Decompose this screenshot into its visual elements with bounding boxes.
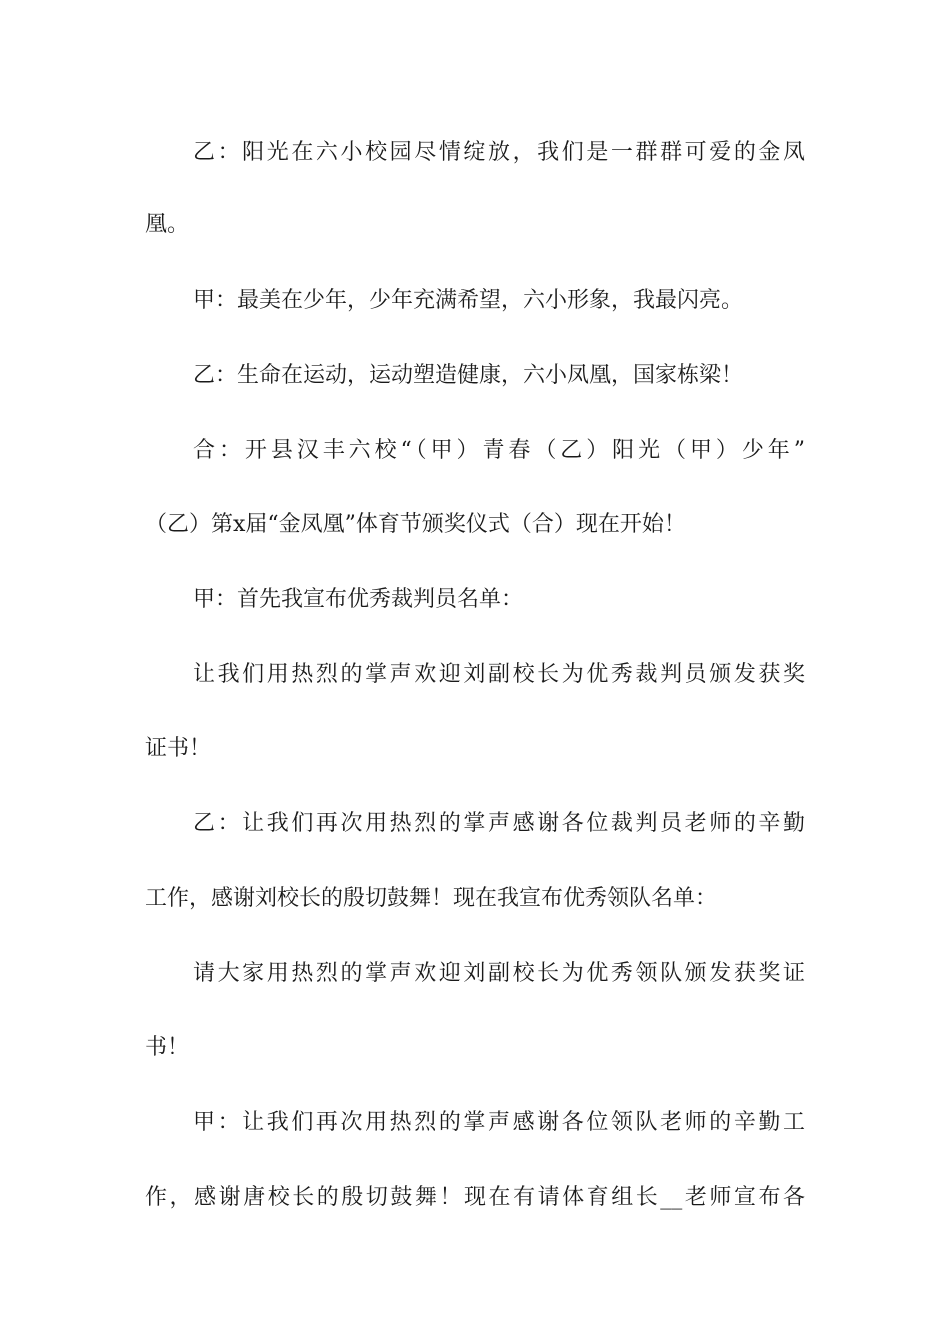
paragraph-line <box>0 436 950 466</box>
paragraph-line <box>0 884 950 914</box>
paragraph-line <box>0 734 950 764</box>
line-text: 乙：让我们再次用热烈的掌声感谢各位裁判员老师的辛勤 <box>193 811 805 836</box>
line-text: 让我们用热烈的掌声欢迎刘副校长为优秀裁判员颁发获奖 <box>193 662 805 687</box>
paragraph-line <box>0 361 950 391</box>
paragraph-line <box>0 138 950 168</box>
line-text: 请大家用热烈的掌声欢迎刘副校长为优秀领队颁发获奖证 <box>193 961 805 986</box>
line-text: 合：开县汉丰六校“（甲）青春（乙）阳光（甲）少年” <box>193 438 805 463</box>
line-text: 甲：首先我宣布优秀裁判员名单： <box>193 587 524 612</box>
line-text: 工作，感谢刘校长的殷切鼓舞！现在我宣布优秀领队名单： <box>145 886 718 911</box>
line-text: 乙：阳光在六小校园尽情绽放，我们是一群群可爱的金凤 <box>193 140 805 165</box>
paragraph-line <box>0 510 950 540</box>
line-text: 证书！ <box>145 736 212 761</box>
paragraph-line <box>0 286 950 316</box>
paragraph-line <box>0 959 950 989</box>
line-text: 书！ <box>145 1035 190 1060</box>
line-text: 甲：让我们再次用热烈的掌声感谢各位领队老师的辛勤工 <box>193 1110 805 1135</box>
paragraph-line <box>0 1108 950 1138</box>
paragraph-line <box>0 585 950 615</box>
paragraph-line <box>0 1183 950 1213</box>
paragraph-line <box>0 1033 950 1063</box>
line-text: 作，感谢唐校长的殷切鼓舞！现在有请体育组长__老师宣布各 <box>145 1185 805 1210</box>
line-text: （乙）第x届“金凤凰”体育节颁奖仪式（合）现在开始！ <box>145 512 686 537</box>
paragraph-line <box>0 809 950 839</box>
line-text: 甲：最美在少年，少年充满希望，六小形象，我最闪亮。 <box>193 288 744 313</box>
line-text: 乙：生命在运动，运动塑造健康，六小凤凰，国家栋梁！ <box>193 363 744 388</box>
paragraph-line <box>0 210 950 240</box>
paragraph-line <box>0 660 950 690</box>
line-text: 凰。 <box>145 212 190 237</box>
